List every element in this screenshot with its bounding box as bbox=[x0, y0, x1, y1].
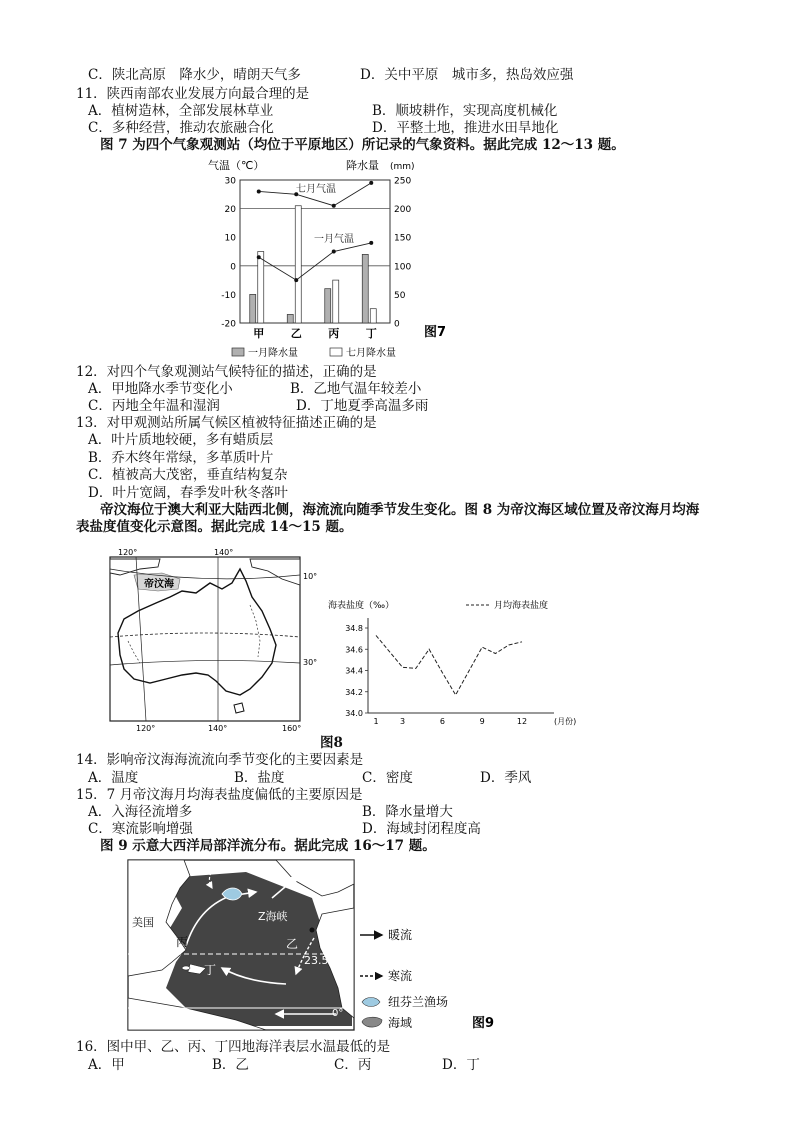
fig7-intro: 图 7 为四个气象观测站（均位于平原地区）所记录的气象资料。据此完成 12～13 题。 bbox=[100, 137, 625, 153]
precip-axis-unit: (mm) bbox=[390, 162, 415, 172]
precip-tick-label: 250 bbox=[394, 176, 412, 187]
label-ding: 丁 bbox=[204, 963, 217, 977]
temp-tick-label: 30 bbox=[224, 176, 236, 187]
fig8-label: 图8 bbox=[320, 735, 343, 751]
label-equator: 0° bbox=[332, 1008, 344, 1019]
legend-jul-label: 七月降水量 bbox=[346, 348, 396, 359]
label-jia: 甲 bbox=[298, 867, 311, 881]
q12-option-a: A．甲地降水季节变化小 bbox=[88, 381, 233, 397]
temp-point bbox=[332, 250, 336, 254]
salinity-line bbox=[376, 635, 522, 695]
q15-option-a: A．入海径流增多 bbox=[88, 804, 193, 820]
temp-point bbox=[257, 255, 261, 259]
q13-option-c: C．植被高大茂密，垂直结构复杂 bbox=[88, 467, 288, 483]
label-strait: Z海峡 bbox=[258, 910, 288, 923]
q14-option-c: C．密度 bbox=[362, 770, 413, 786]
q11-option-a: A．植树造林，全部发展林草业 bbox=[88, 103, 274, 119]
label-tropic: 23.5°N bbox=[304, 954, 343, 967]
q12-option-b: B．乙地气温年较差小 bbox=[290, 381, 422, 397]
q15-option-b: B．降水量增大 bbox=[362, 804, 453, 820]
legend-fishery-icon bbox=[362, 998, 380, 1007]
q14-stem: 14．影响帝汶海海流流向季节变化的主要因素是 bbox=[76, 752, 364, 768]
fig9-label: 图9 bbox=[472, 1016, 495, 1031]
legend-jan-swatch bbox=[232, 348, 244, 356]
fig8-intro-line2: 表盐度值变化示意图。据此完成 14～15 题。 bbox=[76, 519, 353, 535]
q16-option-b: B．乙 bbox=[212, 1057, 249, 1073]
temp-axis-title: 气温（℃） bbox=[208, 159, 265, 172]
fig8-intro-line1: 帝汶海位于澳大利亚大陆西北侧，海流流向随季节发生变化。图 8 为帝汶海区域位置及帝汶海月均海 bbox=[100, 502, 700, 518]
q12-option-d: D．丁地夏季高温多雨 bbox=[296, 398, 429, 414]
precip-axis-title: 降水量 bbox=[346, 159, 379, 172]
legend-jul-swatch bbox=[330, 348, 342, 356]
sea-label: 帝汶海 bbox=[144, 579, 174, 590]
jul-precip-bar bbox=[295, 206, 301, 323]
legend-sea-label: 海域 bbox=[388, 1016, 413, 1030]
lon-label-140-bottom: 140° bbox=[208, 724, 228, 733]
fig8-timor-sea-map bbox=[100, 545, 320, 735]
q16-stem: 16．图中甲、乙、丙、丁四地海洋表层水温最低的是 bbox=[76, 1039, 391, 1055]
temp-point bbox=[257, 189, 261, 193]
jul-precip-bar bbox=[370, 309, 376, 323]
temp-point bbox=[294, 278, 298, 282]
lat-label-30: 30° bbox=[303, 658, 318, 667]
category-label: 丙 bbox=[328, 327, 340, 340]
fig7-climate-chart bbox=[200, 156, 460, 361]
q15-option-c: C．寒流影响增强 bbox=[88, 821, 193, 837]
q10-option-d: D．关中平原 城市多，热岛效应强 bbox=[360, 67, 574, 83]
legend-fishery-label: 纽芬兰渔场 bbox=[388, 995, 449, 1009]
jan-temp-line bbox=[259, 243, 372, 280]
lon-label-160-bottom: 160° bbox=[282, 724, 302, 733]
category-label: 乙 bbox=[290, 327, 302, 340]
jan-precip-bar bbox=[250, 294, 256, 323]
q14-option-d: D．季风 bbox=[480, 770, 532, 786]
salinity-legend-label: 月均海表盐度 bbox=[494, 601, 549, 611]
temp-tick-label: 0 bbox=[230, 262, 236, 273]
lon-label-120-top: 120° bbox=[118, 548, 138, 557]
precip-tick-label: 100 bbox=[394, 262, 412, 273]
salinity-x-unit: (月份) bbox=[554, 717, 577, 726]
q11-stem: 11．陕西南部农业发展方向最合理的是 bbox=[76, 86, 310, 102]
lat-label-10: 10° bbox=[303, 572, 318, 581]
category-label: 丁 bbox=[365, 327, 377, 340]
salinity-x-label: 9 bbox=[479, 717, 485, 726]
salinity-x-label: 6 bbox=[439, 717, 445, 726]
salinity-y-label: 34.8 bbox=[345, 624, 363, 633]
q12-option-c: C．丙地全年温和湿润 bbox=[88, 398, 220, 414]
strait-point bbox=[310, 928, 315, 933]
precip-tick-label: 150 bbox=[394, 233, 412, 244]
salinity-axis-title: 海表盐度（‰） bbox=[328, 601, 395, 611]
salinity-y-label: 34.6 bbox=[345, 645, 363, 655]
q10-option-c: C．陕北高原 降水少，晴朗天气多 bbox=[88, 67, 301, 83]
salinity-x-label: 3 bbox=[399, 717, 406, 726]
jan-precip-bar bbox=[362, 254, 368, 323]
q11-option-d: D．平整土地，推进水田旱地化 bbox=[372, 120, 559, 136]
temp-point bbox=[332, 204, 336, 208]
q11-option-c: C．多种经营，推动农旅融合化 bbox=[88, 120, 274, 136]
q15-option-d: D．海域封闭程度高 bbox=[362, 821, 481, 837]
q13-stem: 13．对甲观测站所属气候区植被特征描述正确的是 bbox=[76, 415, 377, 431]
q16-option-d: D．丁 bbox=[442, 1057, 480, 1073]
jan-temp-label: 一月气温 bbox=[314, 234, 354, 245]
fig9-atlantic-currents bbox=[126, 858, 506, 1036]
legend-cold-label: 寒流 bbox=[388, 969, 413, 983]
q13-option-a: A．叶片质地较硬，多有蜡质层 bbox=[88, 432, 274, 448]
q15-stem: 15．7 月帝汶海月均海表盐度偏低的主要原因是 bbox=[76, 787, 363, 803]
fig9-intro: 图 9 示意大西洋局部洋流分布。据此完成 16～17 题。 bbox=[100, 838, 436, 854]
jul-precip-bar bbox=[333, 280, 339, 323]
caribbean-island bbox=[182, 966, 190, 970]
legend-sea-swatch bbox=[362, 1017, 382, 1027]
temp-point bbox=[369, 241, 373, 245]
label-yi: 乙 bbox=[286, 937, 299, 951]
salinity-x-label: 1 bbox=[373, 717, 379, 726]
temp-tick-label: -10 bbox=[221, 290, 236, 301]
q16-option-c: C．丙 bbox=[334, 1057, 372, 1073]
jul-temp-label: 七月气温 bbox=[296, 184, 336, 195]
precip-tick-label: 200 bbox=[394, 205, 412, 216]
temp-tick-label: -20 bbox=[221, 319, 236, 330]
legend-warm-label: 暖流 bbox=[388, 928, 413, 942]
temp-tick-label: 20 bbox=[224, 205, 236, 216]
q12-stem: 12．对四个气象观测站气候特征的描述，正确的是 bbox=[76, 364, 377, 380]
salinity-y-label: 34.4 bbox=[345, 666, 363, 676]
precip-tick-label: 0 bbox=[394, 319, 400, 330]
tasmania bbox=[234, 703, 244, 713]
lon-label-120-bottom: 120° bbox=[136, 724, 156, 733]
lon-label-140-top: 140° bbox=[214, 548, 234, 557]
q16-option-a: A．甲 bbox=[88, 1057, 125, 1073]
temp-tick-label: 10 bbox=[224, 233, 236, 244]
label-usa: 美国 bbox=[132, 916, 154, 929]
q13-option-b: B．乔木终年常绿，多革质叶片 bbox=[88, 450, 274, 466]
label-bing: 丙 bbox=[176, 935, 189, 949]
salinity-x-label: 12 bbox=[516, 717, 528, 726]
jul-precip-bar bbox=[258, 252, 264, 324]
legend-jan-label: 一月降水量 bbox=[248, 348, 298, 359]
temp-point bbox=[369, 181, 373, 185]
jan-precip-bar bbox=[325, 289, 331, 323]
salinity-y-label: 34.0 bbox=[345, 709, 363, 718]
salinity-y-label: 34.2 bbox=[345, 687, 363, 697]
precip-tick-label: 50 bbox=[394, 290, 406, 301]
q14-option-b: B．盐度 bbox=[234, 770, 285, 786]
fig8-salinity-chart bbox=[326, 596, 586, 731]
q14-option-a: A．温度 bbox=[88, 770, 139, 786]
jan-precip-bar bbox=[287, 314, 293, 323]
q11-option-b: B．顺坡耕作，实现高度机械化 bbox=[372, 103, 558, 119]
fig7-label: 图7 bbox=[424, 325, 447, 340]
q13-option-d: D．叶片宽阔，春季发叶秋冬落叶 bbox=[88, 485, 288, 501]
category-label: 甲 bbox=[253, 327, 265, 340]
